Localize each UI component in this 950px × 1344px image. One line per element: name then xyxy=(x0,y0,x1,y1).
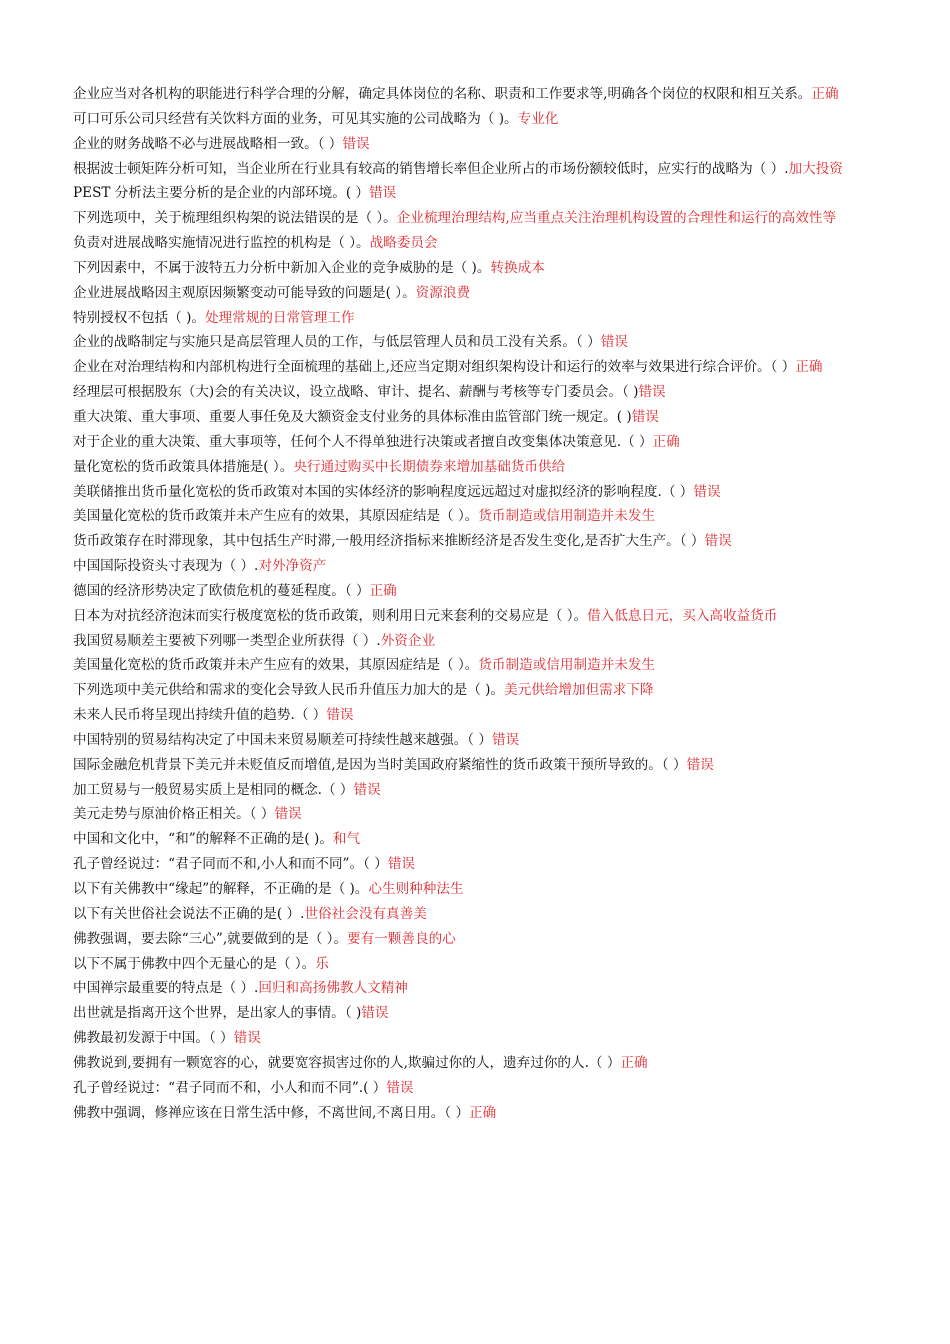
question-line xyxy=(73,1101,888,1126)
question-text: 中国特别的贸易结构决定了中国未来贸易顺差可持续性越来越强。（ ） xyxy=(73,731,492,748)
answer-text: 专业化 xyxy=(517,110,559,127)
answer-text: 借入低息日元，买入高收益货币 xyxy=(587,607,778,624)
question-line xyxy=(73,380,888,405)
question-text: 我国贸易顺差主要被下列哪一类型企业所获得（ ）. xyxy=(73,632,381,649)
answer-text: 外资企业 xyxy=(380,632,436,649)
question-text: 重大决策、重大事项、重要人事任免及大额资金支付业务的具体标准由监管部门统一规定。( ) xyxy=(73,408,632,425)
question-line xyxy=(73,753,888,778)
question-text: 下列因素中，不属于波特五力分析中新加入企业的竞争威胁的是（ )。 xyxy=(73,259,491,276)
question-line xyxy=(73,281,888,306)
question-text: 美元走势与原油价格正相关。（ ） xyxy=(73,806,275,823)
question-text: PEST 分析法主要分析的是企业的内部环境。( ） xyxy=(73,185,370,202)
question-text: 下列选项中美元供给和需求的变化会导致人民币升值压力加大的是（ )。 xyxy=(73,682,505,699)
question-line xyxy=(73,802,888,827)
answer-text: 错误 xyxy=(600,334,628,351)
question-line xyxy=(73,504,888,529)
answer-text: 错误 xyxy=(353,781,381,798)
question-line xyxy=(73,852,888,877)
question-line xyxy=(73,107,888,132)
question-line xyxy=(73,306,888,331)
question-line xyxy=(73,405,888,430)
question-line xyxy=(73,181,888,206)
question-line xyxy=(73,480,888,505)
question-text: 货币政策存在时滞现象，其中包括生产时滞,一般用经济指标来推断经济是否发生变化,是否扩大生产。（ ） xyxy=(73,533,705,550)
question-text: 美国量化宽松的货币政策并未产生应有的效果，其原因症结是（ ）。 xyxy=(73,508,479,525)
question-text: 下列选项中，关于梳理组织构架的说法错误的是（ ）。 xyxy=(73,210,397,227)
question-text: 国际金融危机背景下美元并未贬值反而增值,是因为当时美国政府紧缩性的货币政策干预所导致的。（ ） xyxy=(73,756,687,773)
question-text: 企业进展战略因主观原因频繁变动可能导致的问题是( ）。 xyxy=(73,284,416,301)
answer-text: 回归和高扬佛教人文精神 xyxy=(258,980,408,997)
answer-text: 错误 xyxy=(386,1079,414,1096)
question-line xyxy=(73,355,888,380)
question-line xyxy=(73,728,888,753)
answer-text: 正确 xyxy=(795,359,823,376)
answer-text: 正确 xyxy=(652,433,680,450)
question-line xyxy=(73,529,888,554)
answer-text: 企业梳理治理结构,应当重点关注治理机构设置的合理性和运行的高效性等 xyxy=(396,210,837,227)
answer-text: 错误 xyxy=(274,806,302,823)
question-line xyxy=(73,1076,888,1101)
question-text: 未来人民币将呈现出持续升值的趋势.（ ） xyxy=(73,707,327,724)
answer-text: 心生则种种法生 xyxy=(368,881,464,897)
answer-text: 乐 xyxy=(315,955,329,972)
question-text: 以下有关世俗社会说法不正确的是( ）. xyxy=(73,905,305,922)
question-text: 佛教强调，要去除“三心”,就要做到的是（ ）。 xyxy=(73,930,348,947)
question-line xyxy=(73,678,888,703)
question-text: 企业在对治理结构和内部机构进行全面梳理的基础上,还应当定期对组织架构设计和运行的效率与效果进行综合评价。（ ） xyxy=(73,359,796,376)
question-text: 中国和文化中，“和”的解释不正确的是( )。 xyxy=(73,831,333,848)
question-text: 负责对进展战略实施情况进行监控的机构是（ ）。 xyxy=(73,235,370,252)
question-line xyxy=(73,256,888,281)
question-line xyxy=(73,653,888,678)
question-text: 美联储推出货币量化宽松的货币政策对本国的实体经济的影响程度远远超过对虚拟经济的影响程度.（ ） xyxy=(73,483,694,500)
answer-text: 美元供给增加但需求下降 xyxy=(504,682,654,699)
question-text: 以下不属于佛教中四个无量心的是（ ）。 xyxy=(73,955,316,972)
question-line xyxy=(73,927,888,952)
answer-text: 和气 xyxy=(332,831,361,848)
question-line xyxy=(73,1026,888,1051)
question-line xyxy=(73,952,888,977)
question-text: 根据波士顿矩阵分析可知，当企业所在行业具有较高的销售增长率但企业所占的市场份额较低时，应实行的战略为（ ）. xyxy=(73,160,789,177)
question-text: 孔子曾经说过：“君子同而不和,小人和而不同”。（ ） xyxy=(73,856,388,873)
question-text: 企业的战略制定与实施只是高层管理人员的工作，与低层管理人员和员工没有关系。（ ） xyxy=(73,334,601,351)
question-line xyxy=(73,231,888,256)
question-text: 特别授权不包括（ )。 xyxy=(73,309,205,326)
question-answer-list xyxy=(73,82,888,1125)
answer-text: 错误 xyxy=(491,731,520,748)
question-text: 加工贸易与一般贸易实质上是相同的概念.（ ） xyxy=(73,781,354,798)
answer-text: 正确 xyxy=(811,86,839,102)
question-text: 美国量化宽松的货币政策并未产生应有的效果，其原因症结是（ ）。 xyxy=(73,657,479,674)
question-line xyxy=(73,1001,888,1026)
answer-text: 正确 xyxy=(369,582,397,599)
question-text: 对于企业的重大决策、重大事项等，任何个人不得单独进行决策或者擅自改变集体决策意见.（ ） xyxy=(73,433,653,450)
question-line xyxy=(73,976,888,1001)
answer-text: 错误 xyxy=(369,185,397,202)
question-line xyxy=(73,579,888,604)
question-line xyxy=(73,1051,888,1076)
question-line xyxy=(73,554,888,579)
answer-text: 央行通过购买中长期债券来增加基础货币供给 xyxy=(293,458,566,475)
question-text: 佛教说到,要拥有一颗宽容的心，就要宽容损害过你的人,欺骗过你的人，遗弃过你的人.（ ） xyxy=(73,1054,621,1071)
question-line xyxy=(73,629,888,654)
answer-text: 货币制造或信用制造并未发生 xyxy=(478,657,656,674)
answer-text: 错误 xyxy=(342,135,370,152)
question-text: 德国的经济形势决定了欧债危机的蔓延程度。（ ） xyxy=(73,582,370,599)
answer-text: 要有一颗善良的心 xyxy=(347,930,456,947)
answer-text: 加大投资 xyxy=(788,160,843,177)
question-text: 企业的财务战略不必与进展战略相一致。（ ） xyxy=(73,135,343,152)
answer-text: 战略委员会 xyxy=(369,235,438,252)
question-line xyxy=(73,902,888,927)
answer-text: 错误 xyxy=(233,1030,261,1047)
question-line xyxy=(73,430,888,455)
question-line xyxy=(73,82,888,107)
question-text: 可口可乐公司只经营有关饮料方面的业务，可见其实施的公司战略为（ )。 xyxy=(73,110,518,127)
question-text: 日本为对抗经济泡沫而实行极度宽松的货币政策，则利用日元来套利的交易应是（ ）。 xyxy=(73,607,588,624)
question-line xyxy=(73,132,888,157)
answer-text: 转换成本 xyxy=(490,259,545,276)
answer-text: 对外净资产 xyxy=(258,558,327,575)
question-line xyxy=(73,703,888,728)
answer-text: 错误 xyxy=(686,756,714,773)
question-line xyxy=(73,455,888,480)
answer-text: 错误 xyxy=(326,707,354,724)
question-line xyxy=(73,604,888,629)
question-line xyxy=(73,157,888,182)
question-text: 佛教中强调，修禅应该在日常生活中修，不离世间,不离日用。（ ） xyxy=(73,1104,470,1121)
question-line xyxy=(73,877,888,902)
answer-text: 错误 xyxy=(704,533,732,550)
question-text: 孔子曾经说过：“君子同而不和，小人和而不同”.( ） xyxy=(73,1079,387,1096)
answer-text: 错误 xyxy=(693,483,721,500)
question-text: 中国国际投资头寸表现为（ ）. xyxy=(73,558,259,575)
question-text: 经理层可根据股东（大)会的有关决议，设立战略、审计、提名、薪酬与考核等专门委员会。（ ) xyxy=(73,384,639,401)
answer-text: 正确 xyxy=(469,1104,497,1121)
answer-text: 世俗社会没有真善美 xyxy=(304,905,427,922)
question-line xyxy=(73,206,888,231)
answer-text: 资源浪费 xyxy=(415,284,471,301)
question-text: 量化宽松的货币政策具体措施是( ）。 xyxy=(73,458,294,475)
answer-text: 错误 xyxy=(631,408,659,425)
answer-text: 正确 xyxy=(620,1054,648,1071)
question-text: 企业应当对各机构的职能进行科学合理的分解，确定具体岗位的名称、职责和工作要求等,明确各个岗位的权限和相互关系。 xyxy=(73,86,812,102)
question-line xyxy=(73,330,888,355)
answer-text: 错误 xyxy=(638,384,666,401)
answer-text: 货币制造或信用制造并未发生 xyxy=(478,508,656,525)
answer-text: 错误 xyxy=(361,1005,389,1022)
question-text: 中国禅宗最重要的特点是（ ）. xyxy=(73,980,259,997)
question-line xyxy=(73,827,888,852)
question-text: 出世就是指离开这个世界，是出家人的事情。（ ) xyxy=(73,1005,362,1022)
answer-text: 错误 xyxy=(387,856,415,873)
question-line xyxy=(73,778,888,803)
answer-text: 处理常规的日常管理工作 xyxy=(204,309,355,326)
question-text: 以下有关佛教中“缘起”的解释，不正确的是（ )。 xyxy=(73,881,369,897)
question-text: 佛教最初发源于中国。（ ） xyxy=(73,1030,234,1047)
